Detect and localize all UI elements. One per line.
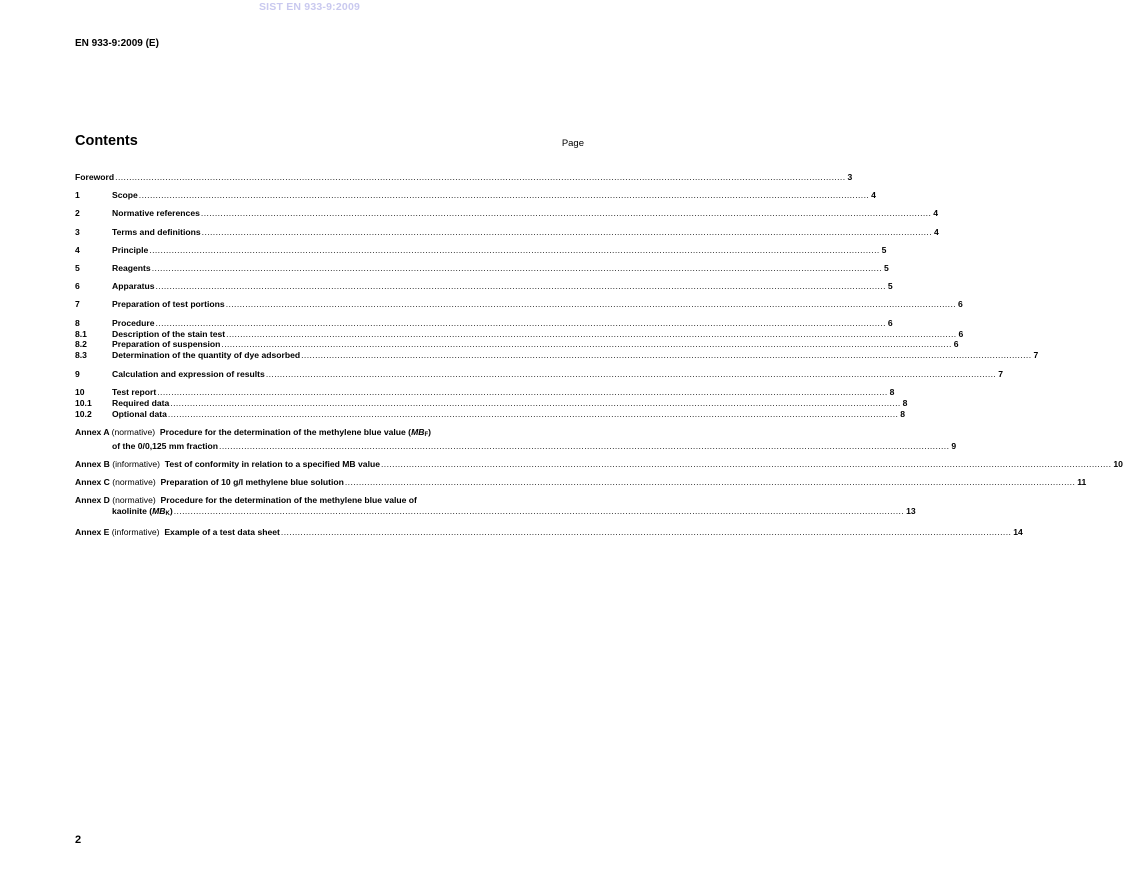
toc-title [75, 459, 380, 470]
toc-title: Scope [112, 190, 138, 201]
annex-label: Annex D [75, 495, 110, 506]
toc-entry-annex-a[interactable] [75, 426, 957, 452]
annex-title: Test of conformity in relation to a specified MB value [164, 458, 380, 469]
toc-entry-8-1[interactable] [75, 328, 964, 340]
leader-dots: ...................................................................................................................................................................................................................................................................... [225, 299, 957, 310]
toc-page: 4 [934, 226, 939, 237]
toc-page: 6 [958, 328, 964, 339]
toc-page: 13 [906, 506, 916, 517]
annex-kind: (normative) [112, 495, 156, 506]
leader-dots: ...................................................................................................................................................................................................................................................................... [301, 350, 1032, 361]
toc-number: 4 [75, 244, 80, 255]
symbol-subscript: K [165, 511, 170, 518]
toc-number: 10 [75, 386, 85, 397]
toc-page: 7 [998, 368, 1003, 379]
annex-label: Annex A [75, 426, 110, 437]
symbol: MB [411, 426, 425, 437]
annex-kind: (informative) [111, 527, 160, 538]
leader-dots: ...................................................................................................................................................................................................................................................................... [381, 458, 1112, 469]
toc-page: 7 [1033, 350, 1039, 361]
annex-label: Annex B [75, 458, 110, 469]
table-of-contents [75, 172, 1123, 546]
toc-title [75, 427, 431, 441]
toc-page: 8 [889, 386, 895, 397]
annex-title-end: ) [428, 426, 431, 437]
toc-title: Optional data [112, 408, 167, 419]
toc-page: 6 [958, 299, 963, 310]
toc-page: 6 [953, 339, 959, 350]
toc-entry-terms[interactable] [75, 226, 939, 238]
annex-label: Annex E [75, 527, 110, 538]
toc-entry-annex-c[interactable] [75, 477, 1087, 488]
annex-title-continuation [112, 506, 173, 520]
leader-dots: ...................................................................................................................................................................................................................................................................... [170, 397, 901, 408]
toc-title: Reagents [112, 263, 151, 274]
annex-title: Preparation of 10 g/l methylene blue solution [160, 477, 344, 488]
toc-number: 8 [75, 317, 80, 328]
toc-number: 2 [75, 208, 80, 219]
leader-dots: ...................................................................................................................................................................................................................................................................... [344, 477, 1076, 488]
annex-kind: (normative) [112, 477, 156, 488]
toc-title: Calculation and expression of results [112, 368, 265, 379]
toc-entry-annex-e[interactable] [75, 527, 1023, 538]
toc-entry-normative-references[interactable] [75, 208, 939, 219]
leader-dots: ...................................................................................................................................................................................................................................................................... [173, 506, 905, 517]
leader-dots: ...................................................................................................................................................................................................................................................................... [151, 263, 883, 274]
annex-title-part: kaolinite ( [112, 506, 153, 517]
toc-page: 8 [902, 397, 908, 408]
annex-title: Procedure for the determination of the methylene blue value ( [159, 426, 412, 437]
toc-entry-apparatus[interactable] [75, 281, 893, 292]
toc-title: Preparation of suspension [112, 339, 221, 350]
toc-page: 5 [884, 263, 889, 274]
toc-title [75, 495, 417, 506]
toc-entry-procedure[interactable] [75, 317, 893, 329]
toc-number: 6 [75, 281, 80, 292]
toc-number: 8.3 [75, 350, 87, 361]
document-id: EN 933-9:2009 (E) [75, 38, 159, 49]
toc-title: Terms and definitions [112, 226, 201, 237]
watermark: SIST EN 933-9:2009 [258, 1, 361, 13]
toc-page: 4 [871, 190, 876, 201]
toc-number: 7 [75, 299, 80, 310]
toc-entry-annex-b[interactable] [75, 458, 1123, 470]
toc-title: Preparation of test portions [112, 299, 225, 310]
leader-dots: ...................................................................................................................................................................................................................................................................... [138, 190, 870, 201]
toc-page: 10 [1113, 458, 1123, 469]
toc-page: 5 [887, 281, 893, 292]
annex-kind: (informative) [112, 458, 161, 469]
toc-page: 3 [847, 172, 853, 182]
toc-title: Description of the stain test [112, 328, 226, 339]
leader-dots: ...................................................................................................................................................................................................................................................................... [157, 386, 888, 397]
toc-title: Required data [112, 397, 170, 408]
toc-title: Apparatus [112, 281, 155, 292]
toc-entry-principle[interactable] [75, 244, 887, 256]
leader-dots: ...................................................................................................................................................................................................................................................................... [265, 368, 997, 379]
toc-number: 1 [75, 190, 80, 201]
page-number: 2 [75, 834, 82, 846]
annex-title: Procedure for the determination of the methylene blue value of [160, 495, 417, 506]
toc-title [75, 527, 280, 538]
leader-dots: ...................................................................................................................................................................................................................................................................... [221, 339, 952, 350]
toc-entry-8-3[interactable] [75, 350, 1039, 361]
toc-entry-scope[interactable] [75, 190, 876, 201]
leader-dots: ...................................................................................................................................................................................................................................................................... [149, 244, 880, 255]
leader-dots: ...................................................................................................................................................................................................................................................................... [115, 172, 846, 182]
leader-dots: ...................................................................................................................................................................................................................................................................... [226, 328, 957, 339]
toc-page: 5 [881, 244, 887, 255]
toc-title: Normative references [112, 208, 200, 219]
annex-kind: (normative) [111, 426, 156, 437]
toc-entry-8-2[interactable] [75, 339, 959, 350]
toc-entry-calculation[interactable] [75, 368, 1003, 380]
toc-title: Test report [112, 386, 157, 397]
symbol-subscript: F [424, 431, 429, 438]
toc-entry-foreword[interactable] [75, 172, 853, 183]
toc-entry-preparation[interactable] [75, 299, 963, 310]
toc-entry-10-2[interactable] [75, 408, 906, 420]
toc-entry-reagents[interactable] [75, 263, 889, 274]
toc-page: 11 [1077, 477, 1087, 488]
toc-page: 9 [951, 440, 957, 451]
annex-title-end: ) [169, 506, 173, 517]
leader-dots: ...................................................................................................................................................................................................................................................................... [167, 408, 899, 419]
toc-title: Principle [112, 244, 149, 255]
toc-title: Foreword [75, 172, 115, 182]
toc-number: 5 [75, 263, 80, 274]
toc-title [75, 477, 344, 488]
leader-dots: ...................................................................................................................................................................................................................................................................... [219, 440, 950, 451]
leader-dots: ...................................................................................................................................................................................................................................................................... [280, 527, 1012, 538]
toc-page: 14 [1013, 527, 1023, 538]
toc-number: 9 [75, 368, 80, 379]
toc-page: 8 [900, 408, 906, 419]
toc-entry-annex-d[interactable] [75, 495, 916, 520]
symbol: MB [152, 506, 166, 517]
toc-number: 10.1 [75, 397, 92, 408]
annex-label: Annex C [75, 477, 110, 488]
toc-number: 8.1 [75, 328, 87, 339]
leader-dots: ...................................................................................................................................................................................................................................................................... [201, 226, 933, 237]
contents-title: Contents [75, 133, 138, 149]
toc-number: 10.2 [75, 408, 92, 419]
toc-number: 8.2 [75, 339, 87, 350]
toc-title: Determination of the quantity of dye adsorbed [112, 350, 301, 361]
toc-page: 4 [933, 208, 939, 219]
toc-title: Procedure [112, 317, 155, 328]
annex-title: Example of a test data sheet [164, 527, 280, 538]
leader-dots: ...................................................................................................................................................................................................................................................................... [155, 317, 886, 328]
page-column-label: Page [561, 138, 584, 149]
toc-page: 6 [887, 317, 893, 328]
toc-number: 3 [75, 226, 80, 237]
leader-dots: ...................................................................................................................................................................................................................................................................... [200, 208, 932, 219]
annex-title-continuation: of the 0/0,125 mm fraction [112, 440, 219, 451]
toc-entry-10-1[interactable] [75, 397, 908, 409]
toc-entry-test-report[interactable] [75, 386, 895, 398]
leader-dots: ...................................................................................................................................................................................................................................................................... [155, 281, 886, 292]
